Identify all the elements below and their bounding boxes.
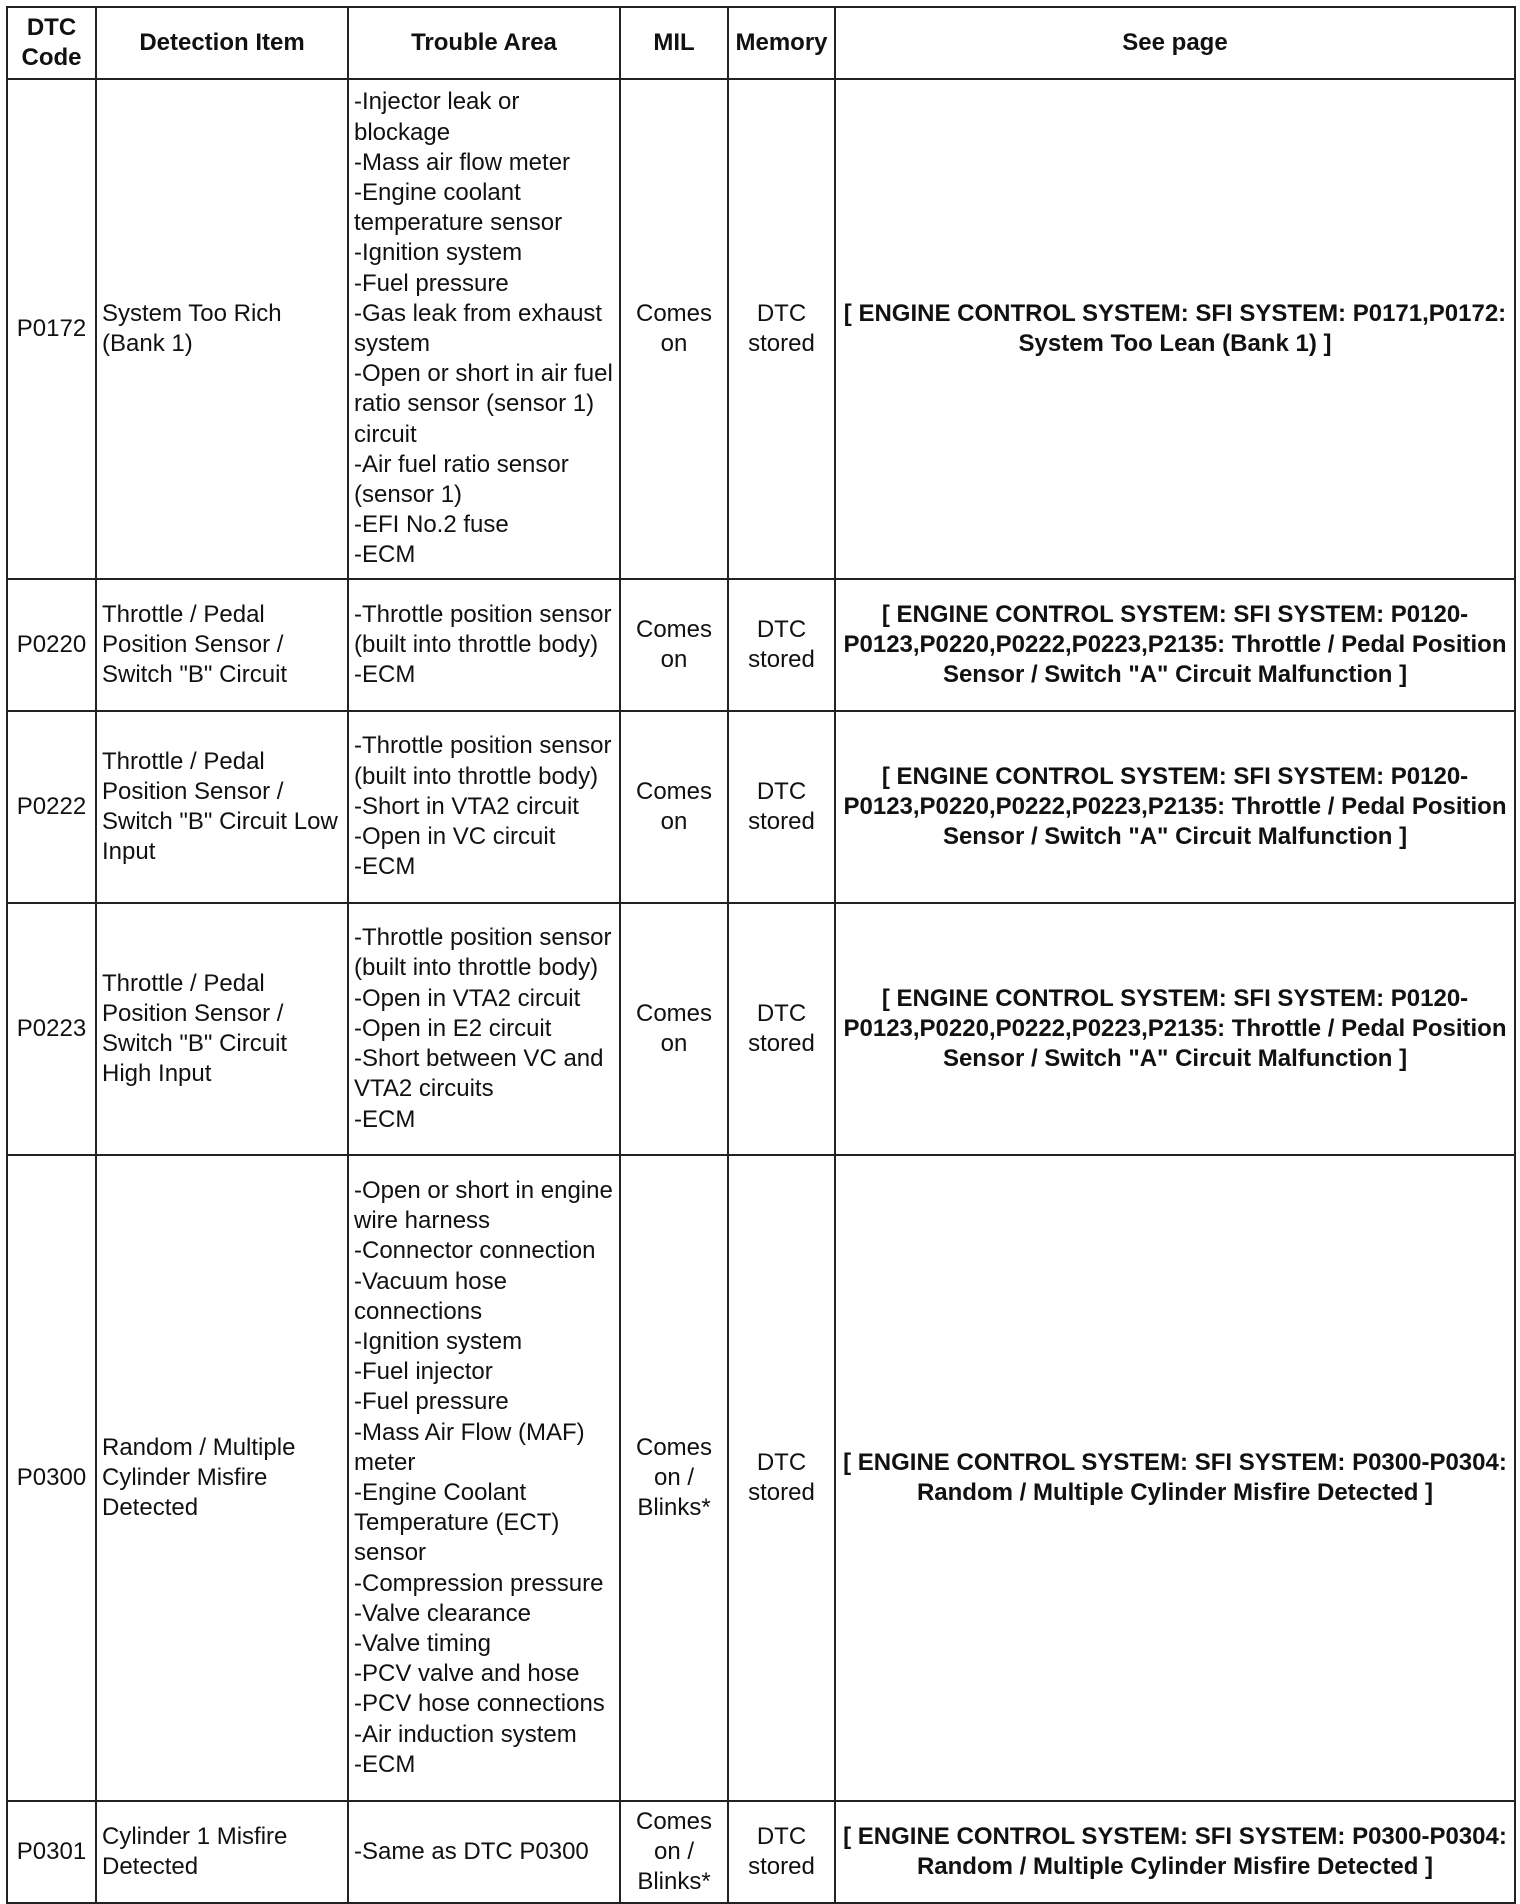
trouble-area-cell xyxy=(348,579,620,711)
dtc-code-cell: P0222 xyxy=(7,711,96,903)
trouble-area-item: -Open or short in air fuel ratio sensor (sensor 1) circuit xyxy=(354,360,613,448)
table-body xyxy=(7,79,1515,1903)
trouble-area-item: -Ignition system xyxy=(354,1327,523,1355)
trouble-area-cell xyxy=(348,79,620,579)
trouble-area-item: -Air fuel ratio sensor (sensor 1) xyxy=(354,450,569,509)
dtc-code-cell: P0301 xyxy=(7,1801,96,1903)
mil-cell: Comes on xyxy=(620,903,728,1155)
memory-cell: DTC stored xyxy=(728,79,835,579)
trouble-area-item: -Short between VC and VTA2 circuits xyxy=(354,1045,604,1103)
header-memory: Memory xyxy=(728,7,835,79)
trouble-area-item: -ECM xyxy=(354,853,416,881)
trouble-area-item: -Throttle position sensor (built into throttle body) xyxy=(354,924,612,982)
see-page-link: [ ENGINE CONTROL SYSTEM: SFI SYSTEM: P0300-P0304: Random / Multiple Cylinder Misfire Detected ] xyxy=(835,1801,1515,1903)
header-row xyxy=(7,7,1515,79)
detection-item-cell: Throttle / Pedal Position Sensor / Switch "B" Circuit Low Input xyxy=(96,711,348,903)
detection-item-cell: Throttle / Pedal Position Sensor / Switch "B" Circuit xyxy=(96,579,348,711)
trouble-area-item: -ECM xyxy=(354,541,416,569)
trouble-area-item: -Connector connection xyxy=(354,1237,596,1265)
trouble-area-item: -Throttle position sensor (built into throttle body) xyxy=(354,600,612,658)
memory-cell: DTC stored xyxy=(728,903,835,1155)
detection-item-cell: System Too Rich (Bank 1) xyxy=(96,79,348,579)
trouble-area-item: -Short in VTA2 circuit xyxy=(354,792,579,820)
header-mil: MIL xyxy=(620,7,728,79)
see-page-link: [ ENGINE CONTROL SYSTEM: SFI SYSTEM: P0171,P0172: System Too Lean (Bank 1) ] xyxy=(835,79,1515,579)
trouble-area-item: -Ignition system xyxy=(354,239,523,267)
trouble-area-item: -Fuel pressure xyxy=(354,1388,509,1416)
mil-cell: Comes on / Blinks* xyxy=(620,1801,728,1903)
trouble-area-cell xyxy=(348,1801,620,1903)
dtc-code-cell: P0223 xyxy=(7,903,96,1155)
trouble-area-item: -PCV hose connections xyxy=(354,1690,605,1718)
trouble-area-item: -Mass Air Flow (MAF) meter xyxy=(354,1418,585,1476)
detection-item-cell: Cylinder 1 Misfire Detected xyxy=(96,1801,348,1903)
detection-item-cell: Random / Multiple Cylinder Misfire Detected xyxy=(96,1155,348,1801)
mil-cell: Comes on xyxy=(620,711,728,903)
dtc-code-cell: P0220 xyxy=(7,579,96,711)
dtc-code-cell: P0172 xyxy=(7,79,96,579)
trouble-area-item: -Valve clearance xyxy=(354,1599,531,1627)
trouble-area-item: -PCV valve and hose xyxy=(354,1660,580,1688)
trouble-area-item: -Throttle position sensor (built into throttle body) xyxy=(354,732,612,790)
trouble-area-cell xyxy=(348,903,620,1155)
trouble-area-item: -Valve timing xyxy=(354,1630,491,1658)
table-row xyxy=(7,1155,1515,1801)
trouble-area-item: -ECM xyxy=(354,1105,416,1133)
mil-cell: Comes on / Blinks* xyxy=(620,1155,728,1801)
memory-cell: DTC stored xyxy=(728,1155,835,1801)
see-page-link: [ ENGINE CONTROL SYSTEM: SFI SYSTEM: P0120-P0123,P0220,P0222,P0223,P2135: Throttle / Pedal Position Sensor / Switch "A" Circuit Malfunction ] xyxy=(835,579,1515,711)
header-trouble-area: Trouble Area xyxy=(348,7,620,79)
table-row xyxy=(7,79,1515,579)
trouble-area-item: -Vacuum hose connections xyxy=(354,1267,507,1325)
trouble-area-item: -Injector leak or blockage xyxy=(354,88,520,146)
trouble-area-item: -Air induction system xyxy=(354,1720,577,1748)
memory-cell: DTC stored xyxy=(728,579,835,711)
header-see-page: See page xyxy=(835,7,1515,79)
trouble-area-item: -Gas leak from exhaust system xyxy=(354,299,603,357)
table-row xyxy=(7,711,1515,903)
see-page-link: [ ENGINE CONTROL SYSTEM: SFI SYSTEM: P0120-P0123,P0220,P0222,P0223,P2135: Throttle / Pedal Position Sensor / Switch "A" Circuit Malfunction ] xyxy=(835,711,1515,903)
see-page-link: [ ENGINE CONTROL SYSTEM: SFI SYSTEM: P0300-P0304: Random / Multiple Cylinder Misfire Detected ] xyxy=(835,1155,1515,1801)
trouble-area-item: -Open in E2 circuit xyxy=(354,1014,552,1042)
dtc-table xyxy=(6,6,1516,1904)
mil-cell: Comes on xyxy=(620,579,728,711)
header-detection-item: Detection Item xyxy=(96,7,348,79)
trouble-area-item: -Engine coolant temperature sensor xyxy=(354,178,563,237)
table-row xyxy=(7,579,1515,711)
trouble-area-item: -Mass air flow meter xyxy=(354,148,571,176)
trouble-area-item: -ECM xyxy=(354,1750,416,1778)
memory-cell: DTC stored xyxy=(728,1801,835,1903)
table-row xyxy=(7,1801,1515,1903)
detection-item-cell: Throttle / Pedal Position Sensor / Switch "B" Circuit High Input xyxy=(96,903,348,1155)
trouble-area-item: -Open or short in engine wire harness xyxy=(354,1176,613,1235)
table-row xyxy=(7,903,1515,1155)
trouble-area-item: -Same as DTC P0300 xyxy=(354,1837,589,1865)
trouble-area-item: -Compression pressure xyxy=(354,1569,604,1597)
trouble-area-item: -ECM xyxy=(354,661,416,689)
see-page-link: [ ENGINE CONTROL SYSTEM: SFI SYSTEM: P0120-P0123,P0220,P0222,P0223,P2135: Throttle / Pedal Position Sensor / Switch "A" Circuit Malfunction ] xyxy=(835,903,1515,1155)
trouble-area-item: -Engine Coolant Temperature (ECT) sensor xyxy=(354,1479,560,1567)
trouble-area-item: -Open in VC circuit xyxy=(354,823,556,851)
trouble-area-item: -EFI No.2 fuse xyxy=(354,511,509,539)
header-dtc-code: DTC Code xyxy=(7,7,96,79)
trouble-area-item: -Fuel injector xyxy=(354,1358,493,1386)
trouble-area-item: -Fuel pressure xyxy=(354,269,509,297)
memory-cell: DTC stored xyxy=(728,711,835,903)
mil-cell: Comes on xyxy=(620,79,728,579)
trouble-area-cell xyxy=(348,711,620,903)
trouble-area-item: -Open in VTA2 circuit xyxy=(354,984,581,1012)
dtc-code-cell: P0300 xyxy=(7,1155,96,1801)
trouble-area-cell xyxy=(348,1155,620,1801)
